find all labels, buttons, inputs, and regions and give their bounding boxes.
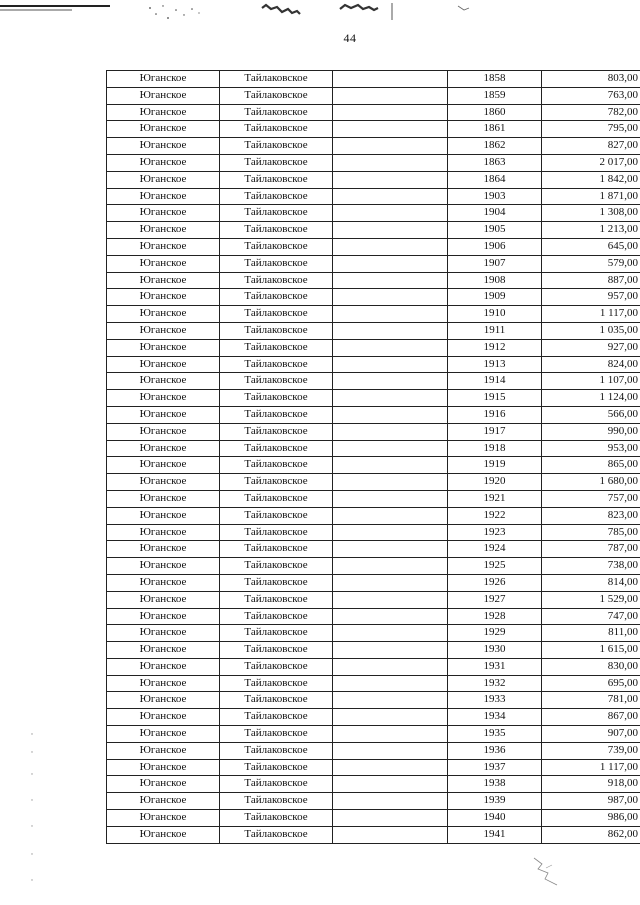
table-row [107,104,640,121]
well-number-cell: 1939 [448,793,542,810]
deposit-cell: Юганское [107,658,220,675]
license-area-cell: Тайлаковское [220,558,333,575]
depth-cell: 1 107,00 [542,373,640,390]
license-area-cell: Тайлаковское [220,608,333,625]
depth-cell: 907,00 [542,726,640,743]
deposit-cell: Юганское [107,591,220,608]
blank-cell [333,490,448,507]
license-area-cell: Тайлаковское [220,793,333,810]
depth-cell: 1 035,00 [542,322,640,339]
deposit-cell: Юганское [107,759,220,776]
depth-cell: 1 213,00 [542,222,640,239]
well-number-cell: 1926 [448,574,542,591]
blank-cell [333,238,448,255]
well-number-cell: 1915 [448,390,542,407]
table-row [107,658,640,675]
deposit-cell: Юганское [107,406,220,423]
well-number-cell: 1937 [448,759,542,776]
table-row [107,255,640,272]
table-row [107,591,640,608]
depth-cell: 747,00 [542,608,640,625]
well-number-cell: 1928 [448,608,542,625]
well-number-cell: 1919 [448,457,542,474]
table-row [107,71,640,88]
deposit-cell: Юганское [107,373,220,390]
well-number-cell: 1925 [448,558,542,575]
deposit-cell: Юганское [107,222,220,239]
table-row [107,406,640,423]
blank-cell [333,759,448,776]
blank-cell [333,390,448,407]
deposit-cell: Юганское [107,205,220,222]
license-area-cell: Тайлаковское [220,171,333,188]
blank-cell [333,373,448,390]
license-area-cell: Тайлаковское [220,692,333,709]
table-row [107,289,640,306]
blank-cell [333,289,448,306]
blank-cell [333,138,448,155]
depth-cell: 953,00 [542,440,640,457]
depth-cell: 645,00 [542,238,640,255]
deposit-cell: Юганское [107,826,220,843]
license-area-cell: Тайлаковское [220,574,333,591]
well-number-cell: 1858 [448,71,542,88]
well-number-cell: 1929 [448,625,542,642]
blank-cell [333,726,448,743]
depth-cell: 830,00 [542,658,640,675]
deposit-cell: Юганское [107,474,220,491]
license-area-cell: Тайлаковское [220,810,333,827]
license-area-cell: Тайлаковское [220,121,333,138]
deposit-cell: Юганское [107,171,220,188]
deposit-cell: Юганское [107,306,220,323]
license-area-cell: Тайлаковское [220,188,333,205]
table-row [107,608,640,625]
deposit-cell: Юганское [107,742,220,759]
blank-cell [333,692,448,709]
well-number-cell: 1904 [448,205,542,222]
deposit-cell: Юганское [107,440,220,457]
depth-cell: 1 842,00 [542,171,640,188]
depth-cell: 1 680,00 [542,474,640,491]
license-area-cell: Тайлаковское [220,255,333,272]
deposit-cell: Юганское [107,507,220,524]
deposit-cell: Юганское [107,272,220,289]
blank-cell [333,608,448,625]
well-number-cell: 1934 [448,709,542,726]
license-area-cell: Тайлаковское [220,406,333,423]
depth-cell: 865,00 [542,457,640,474]
license-area-cell: Тайлаковское [220,474,333,491]
blank-cell [333,322,448,339]
depth-cell: 782,00 [542,104,640,121]
license-area-cell: Тайлаковское [220,658,333,675]
license-area-cell: Тайлаковское [220,625,333,642]
well-number-cell: 1913 [448,356,542,373]
license-area-cell: Тайлаковское [220,373,333,390]
blank-cell [333,541,448,558]
deposit-cell: Юганское [107,810,220,827]
blank-cell [333,474,448,491]
depth-cell: 1 615,00 [542,642,640,659]
depth-cell: 738,00 [542,558,640,575]
well-number-cell: 1905 [448,222,542,239]
depth-cell: 811,00 [542,625,640,642]
blank-cell [333,457,448,474]
blank-cell [333,87,448,104]
deposit-cell: Юганское [107,87,220,104]
license-area-cell: Тайлаковское [220,440,333,457]
depth-cell: 823,00 [542,507,640,524]
license-area-cell: Тайлаковское [220,524,333,541]
table-row [107,390,640,407]
depth-cell: 803,00 [542,71,640,88]
table-row [107,138,640,155]
depth-cell: 1 871,00 [542,188,640,205]
well-number-cell: 1927 [448,591,542,608]
depth-cell: 918,00 [542,776,640,793]
license-area-cell: Тайлаковское [220,289,333,306]
depth-cell: 795,00 [542,121,640,138]
table-row [107,793,640,810]
deposit-cell: Юганское [107,642,220,659]
margin-artifacts [30,730,34,900]
table-row [107,507,640,524]
depth-cell: 739,00 [542,742,640,759]
table-row [107,810,640,827]
table-row [107,524,640,541]
table-row [107,675,640,692]
well-number-cell: 1916 [448,406,542,423]
deposit-cell: Юганское [107,709,220,726]
blank-cell [333,406,448,423]
depth-cell: 2 017,00 [542,154,640,171]
blank-cell [333,71,448,88]
depth-cell: 887,00 [542,272,640,289]
well-number-cell: 1924 [448,541,542,558]
table-row [107,742,640,759]
blank-cell [333,171,448,188]
deposit-cell: Юганское [107,457,220,474]
table-row [107,558,640,575]
license-area-cell: Тайлаковское [220,238,333,255]
well-number-cell: 1940 [448,810,542,827]
table-row [107,709,640,726]
depth-cell: 990,00 [542,423,640,440]
license-area-cell: Тайлаковское [220,154,333,171]
blank-cell [333,507,448,524]
table-row [107,541,640,558]
deposit-cell: Юганское [107,793,220,810]
well-number-cell: 1920 [448,474,542,491]
deposit-cell: Юганское [107,423,220,440]
license-area-cell: Тайлаковское [220,507,333,524]
depth-cell: 987,00 [542,793,640,810]
well-number-cell: 1918 [448,440,542,457]
table-row [107,826,640,843]
license-area-cell: Тайлаковское [220,104,333,121]
table-row [107,373,640,390]
blank-cell [333,423,448,440]
depth-cell: 957,00 [542,289,640,306]
table-row [107,759,640,776]
depth-cell: 1 117,00 [542,759,640,776]
depth-cell: 566,00 [542,406,640,423]
blank-cell [333,222,448,239]
license-area-cell: Тайлаковское [220,205,333,222]
license-area-cell: Тайлаковское [220,709,333,726]
depth-cell: 787,00 [542,541,640,558]
blank-cell [333,709,448,726]
table-row [107,423,640,440]
well-number-cell: 1907 [448,255,542,272]
license-area-cell: Тайлаковское [220,423,333,440]
wells-table [106,70,640,844]
deposit-cell: Юганское [107,339,220,356]
license-area-cell: Тайлаковское [220,138,333,155]
well-number-cell: 1933 [448,692,542,709]
depth-cell: 867,00 [542,709,640,726]
table-row [107,692,640,709]
well-number-cell: 1864 [448,171,542,188]
table-row [107,642,640,659]
blank-cell [333,188,448,205]
license-area-cell: Тайлаковское [220,642,333,659]
table-row [107,339,640,356]
depth-cell: 827,00 [542,138,640,155]
deposit-cell: Юганское [107,71,220,88]
deposit-cell: Юганское [107,558,220,575]
blank-cell [333,306,448,323]
deposit-cell: Юганское [107,188,220,205]
license-area-cell: Тайлаковское [220,490,333,507]
table-row [107,121,640,138]
deposit-cell: Юганское [107,726,220,743]
blank-cell [333,339,448,356]
deposit-cell: Юганское [107,154,220,171]
table-row [107,238,640,255]
well-number-cell: 1903 [448,188,542,205]
blank-cell [333,675,448,692]
wells-table-body [107,71,640,844]
well-number-cell: 1935 [448,726,542,743]
well-number-cell: 1859 [448,87,542,104]
well-number-cell: 1860 [448,104,542,121]
table-row [107,440,640,457]
license-area-cell: Тайлаковское [220,726,333,743]
depth-cell: 785,00 [542,524,640,541]
deposit-cell: Юганское [107,692,220,709]
depth-cell: 1 308,00 [542,205,640,222]
blank-cell [333,625,448,642]
well-number-cell: 1912 [448,339,542,356]
depth-cell: 757,00 [542,490,640,507]
blank-cell [333,255,448,272]
license-area-cell: Тайлаковское [220,390,333,407]
pencil-mark [528,852,568,892]
license-area-cell: Тайлаковское [220,222,333,239]
deposit-cell: Юганское [107,255,220,272]
depth-cell: 814,00 [542,574,640,591]
blank-cell [333,558,448,575]
table-row [107,457,640,474]
depth-cell: 986,00 [542,810,640,827]
license-area-cell: Тайлаковское [220,759,333,776]
license-area-cell: Тайлаковское [220,457,333,474]
well-number-cell: 1914 [448,373,542,390]
well-number-cell: 1910 [448,306,542,323]
well-number-cell: 1923 [448,524,542,541]
deposit-cell: Юганское [107,289,220,306]
deposit-cell: Юганское [107,322,220,339]
license-area-cell: Тайлаковское [220,306,333,323]
blank-cell [333,776,448,793]
deposit-cell: Юганское [107,390,220,407]
well-number-cell: 1861 [448,121,542,138]
license-area-cell: Тайлаковское [220,339,333,356]
license-area-cell: Тайлаковское [220,322,333,339]
table-row [107,474,640,491]
license-area-cell: Тайлаковское [220,742,333,759]
blank-cell [333,356,448,373]
depth-cell: 781,00 [542,692,640,709]
well-number-cell: 1936 [448,742,542,759]
license-area-cell: Тайлаковское [220,87,333,104]
table-row [107,306,640,323]
deposit-cell: Юганское [107,490,220,507]
well-number-cell: 1906 [448,238,542,255]
depth-cell: 579,00 [542,255,640,272]
license-area-cell: Тайлаковское [220,272,333,289]
depth-cell: 1 124,00 [542,390,640,407]
depth-cell: 695,00 [542,675,640,692]
license-area-cell: Тайлаковское [220,356,333,373]
deposit-cell: Юганское [107,524,220,541]
table-row [107,154,640,171]
well-number-cell: 1909 [448,289,542,306]
well-number-cell: 1911 [448,322,542,339]
table-row [107,490,640,507]
blank-cell [333,440,448,457]
well-number-cell: 1938 [448,776,542,793]
table-row [107,222,640,239]
well-number-cell: 1862 [448,138,542,155]
license-area-cell: Тайлаковское [220,826,333,843]
table-row [107,87,640,104]
table-row [107,356,640,373]
blank-cell [333,272,448,289]
depth-cell: 1 529,00 [542,591,640,608]
well-number-cell: 1931 [448,658,542,675]
blank-cell [333,642,448,659]
blank-cell [333,826,448,843]
deposit-cell: Юганское [107,104,220,121]
deposit-cell: Юганское [107,776,220,793]
blank-cell [333,658,448,675]
deposit-cell: Юганское [107,675,220,692]
license-area-cell: Тайлаковское [220,776,333,793]
table-row [107,726,640,743]
blank-cell [333,574,448,591]
depth-cell: 927,00 [542,339,640,356]
depth-cell: 862,00 [542,826,640,843]
license-area-cell: Тайлаковское [220,591,333,608]
blank-cell [333,793,448,810]
depth-cell: 824,00 [542,356,640,373]
table-row [107,625,640,642]
deposit-cell: Юганское [107,625,220,642]
blank-cell [333,154,448,171]
license-area-cell: Тайлаковское [220,541,333,558]
deposit-cell: Юганское [107,608,220,625]
well-number-cell: 1930 [448,642,542,659]
well-number-cell: 1941 [448,826,542,843]
blank-cell [333,524,448,541]
well-number-cell: 1863 [448,154,542,171]
deposit-cell: Юганское [107,238,220,255]
blank-cell [333,121,448,138]
table-row [107,188,640,205]
well-number-cell: 1908 [448,272,542,289]
blank-cell [333,104,448,121]
well-number-cell: 1921 [448,490,542,507]
deposit-cell: Юганское [107,138,220,155]
well-number-cell: 1922 [448,507,542,524]
table-row [107,205,640,222]
table-row [107,322,640,339]
deposit-cell: Юганское [107,574,220,591]
license-area-cell: Тайлаковское [220,675,333,692]
license-area-cell: Тайлаковское [220,71,333,88]
depth-cell: 1 117,00 [542,306,640,323]
page-number: 44 [343,31,357,45]
table-row [107,171,640,188]
depth-cell: 763,00 [542,87,640,104]
table-row [107,574,640,591]
table-row [107,776,640,793]
deposit-cell: Юганское [107,541,220,558]
blank-cell [333,742,448,759]
blank-cell [333,810,448,827]
blank-cell [333,205,448,222]
well-number-cell: 1917 [448,423,542,440]
deposit-cell: Юганское [107,121,220,138]
well-number-cell: 1932 [448,675,542,692]
blank-cell [333,591,448,608]
deposit-cell: Юганское [107,356,220,373]
table-row [107,272,640,289]
